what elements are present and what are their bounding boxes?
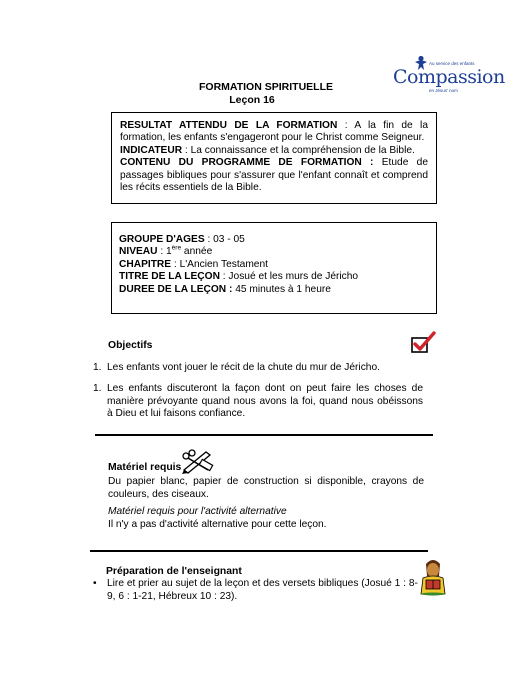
chapitre-value: : L'Ancien Testament xyxy=(171,258,268,270)
contenu-label: CONTENU DU PROGRAMME DE FORMATION : xyxy=(120,157,374,169)
checkbox-check-icon xyxy=(410,331,436,355)
indicateur-label: INDICATEUR xyxy=(120,144,183,156)
objectif-text-2: Les enfants discuteront la façon dont on peut faire les choses de manière prévoyante quand nous avons la foi, quand nous obéissons à Dieu et lui faisons confiance. xyxy=(107,383,423,420)
materiel-text: Du papier blanc, papier de construction si disponible, crayons de couleurs, des ciseaux. xyxy=(108,476,424,500)
section-divider-2 xyxy=(90,550,428,552)
materiel-heading: Matériel requis xyxy=(108,462,182,473)
niveau-label: NIVEAU xyxy=(119,246,158,258)
lesson-info-box xyxy=(111,222,437,314)
document-title: FORMATION SPIRITUELLE xyxy=(199,81,333,93)
materiel-alt-heading: Matériel requis pour l'activité alternative xyxy=(108,506,287,517)
age-label: GROUPE D'AGES xyxy=(119,234,205,245)
pencil-scissors-icon xyxy=(180,448,214,474)
compassion-logo xyxy=(393,55,505,95)
niveau-rest: année xyxy=(181,246,213,258)
indicateur-text: : La connaissance et la compréhension de la Bible. xyxy=(182,144,415,156)
resultat-label: RESULTAT ATTENDU DE LA FORMATION xyxy=(120,120,338,131)
section-divider xyxy=(95,434,433,436)
logo-text: Compassion xyxy=(393,66,505,88)
chapitre-label: CHAPITRE xyxy=(119,258,172,270)
preparation-text: Lire et prier au sujet de la leçon et des versets bibliques (Josué 1 : 8-9, 6 : 1-21, Hébreux 10 : 23). xyxy=(107,578,418,602)
logo-tagline: en Jésus' nom xyxy=(429,88,458,93)
preparation-bullet: • xyxy=(93,578,97,589)
objectif-text-1: Les enfants vont jouer le récit de la chute du mur de Jéricho. xyxy=(107,362,380,373)
objectifs-heading: Objectifs xyxy=(108,340,153,351)
titre-label: TITRE DE LA LEÇON xyxy=(119,271,220,283)
teacher-reading-icon xyxy=(418,556,448,596)
niveau-superscript: ère xyxy=(171,245,182,253)
logo-small-text: Au service des enfants xyxy=(429,61,475,66)
duree-value: 45 minutes à 1 heure xyxy=(232,283,331,295)
lesson-number: Leçon 16 xyxy=(229,94,275,106)
duree-label: DUREE DE LA LEÇON : xyxy=(119,283,233,295)
age-value: : 03 - 05 xyxy=(204,234,245,245)
objectif-num-1: 1. xyxy=(93,362,102,373)
resultat-text: : A la fin de la formation, les enfants s'engageront pour le Christ comme Seigneur. xyxy=(120,120,428,144)
formation-summary-box xyxy=(111,112,437,204)
titre-value: : Josué et les murs de Jéricho xyxy=(219,271,359,283)
niveau-value: : 1 xyxy=(157,246,172,258)
objectif-num-2: 1. xyxy=(93,383,102,394)
materiel-alt-text: Il n'y a pas d'activité alternative pour cette leçon. xyxy=(108,519,327,530)
preparation-heading: Préparation de l'enseignant xyxy=(106,566,242,577)
contenu-text: Etude de passages bibliques pour s'assurer que l'enfant connaît et comprend les récits essentiels de la Bible. xyxy=(120,157,428,194)
